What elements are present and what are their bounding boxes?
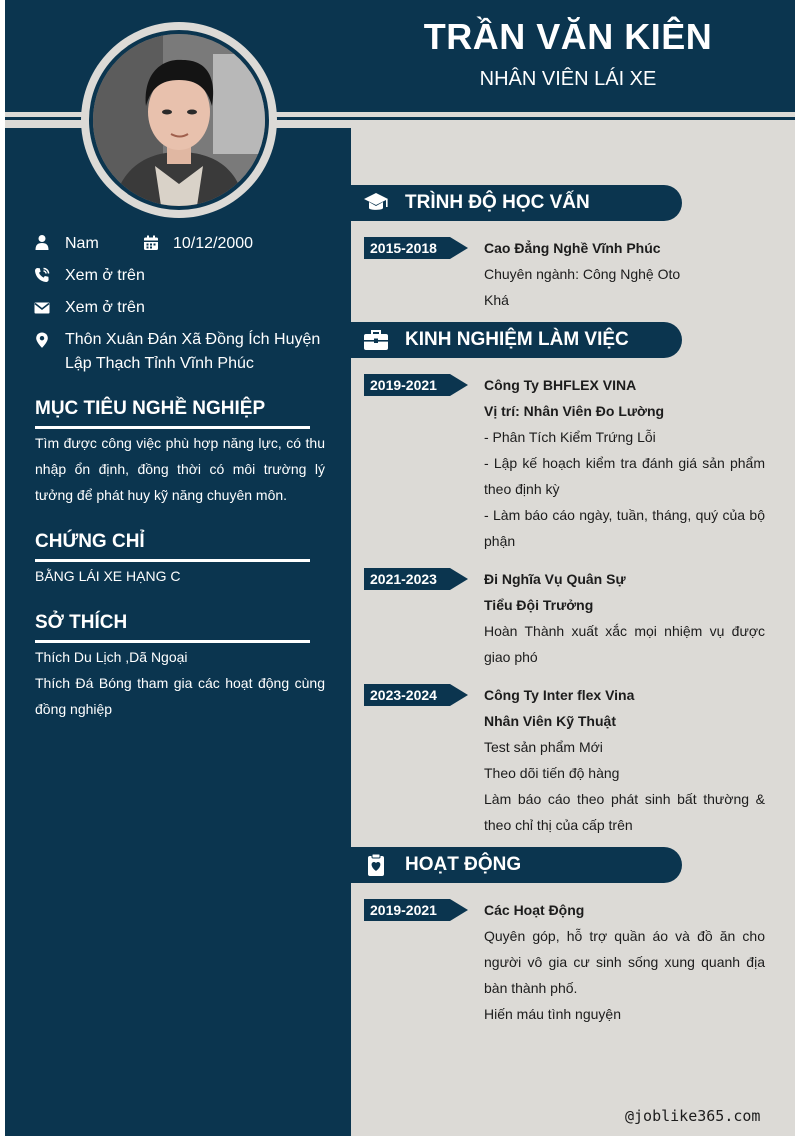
candidate-role: NHÂN VIÊN LÁI XE bbox=[479, 68, 657, 90]
heart-badge-icon bbox=[363, 853, 389, 877]
experience-entry bbox=[484, 566, 765, 670]
email-row bbox=[65, 296, 145, 320]
experience-period-badge bbox=[364, 374, 468, 396]
activities-section-header bbox=[351, 847, 682, 883]
education-entry bbox=[484, 235, 765, 313]
experience-entry bbox=[484, 372, 765, 554]
hobby-item: Thích Du Lịch ,Dã Ngoại bbox=[35, 649, 188, 665]
hobby-item: Thích Đá Bóng tham gia các hoạt động cùng đồng nghiệp bbox=[35, 675, 325, 717]
experience-duty: Hoàn Thành xuất xắc mọi nhiệm vụ được giao phó bbox=[484, 623, 765, 665]
sidebar bbox=[5, 128, 351, 1136]
activities-line: Hiến máu tình nguyện bbox=[484, 1006, 621, 1022]
objective-text: Tìm được công việc phù hợp năng lực, có thu nhập ổn định, đồng thời có môi trường lý tưởng để phát huy kỹ năng chuyên môn. bbox=[35, 435, 325, 503]
experience-section-header bbox=[351, 322, 682, 358]
location-pin-icon bbox=[34, 332, 50, 348]
candidate-name: TRẦN VĂN KIÊN bbox=[423, 16, 713, 57]
experience-duty: Theo dõi tiến độ hàng bbox=[484, 765, 620, 781]
experience-company: Đi Nghĩa Vụ Quân Sự bbox=[484, 571, 626, 587]
activities-entry bbox=[484, 897, 765, 1027]
graduation-cap-icon bbox=[363, 191, 389, 215]
experience-period: 2021-2023 bbox=[370, 571, 437, 587]
education-period-badge bbox=[364, 237, 468, 259]
experience-duty: Test sản phẩm Mới bbox=[484, 739, 603, 755]
activities-period-badge bbox=[364, 899, 468, 921]
experience-company: Công Ty BHFLEX VINA bbox=[484, 377, 637, 393]
education-major: Chuyên ngành: Công Nghệ Oto bbox=[484, 266, 681, 282]
gender-row bbox=[65, 232, 99, 256]
education-title: TRÌNH ĐỘ HỌC VẤN bbox=[405, 192, 590, 213]
experience-title: KINH NGHIỆM LÀM VIỆC bbox=[405, 329, 629, 350]
activities-period: 2019-2021 bbox=[370, 902, 437, 918]
education-section-header bbox=[351, 185, 682, 221]
phone-value: Xem ở trên bbox=[65, 267, 145, 284]
objective-rule bbox=[35, 426, 310, 429]
address-value: Thôn Xuân Đán Xã Đồng Ích Huyện Lập Thạch Tỉnh Vĩnh Phúc bbox=[65, 331, 321, 372]
experience-period: 2023-2024 bbox=[370, 687, 437, 703]
experience-duty: - Làm báo cáo ngày, tuần, tháng, quý của bộ phận bbox=[484, 507, 765, 549]
avatar bbox=[93, 34, 265, 206]
email-value: Xem ở trên bbox=[65, 299, 145, 316]
footer-brand: @joblike365.com bbox=[625, 1107, 761, 1125]
user-icon bbox=[34, 234, 50, 250]
envelope-icon bbox=[34, 300, 50, 316]
objective-heading: MỤC TIÊU NGHỀ NGHIỆP bbox=[35, 398, 266, 419]
experience-duty: - Phân Tích Kiểm Trứng Lỗi bbox=[484, 429, 656, 445]
gender-value: Nam bbox=[65, 235, 99, 252]
experience-duty: - Lập kế hoạch kiểm tra đánh giá sản phẩm theo định kỳ bbox=[484, 455, 765, 497]
experience-position: Nhân Viên Kỹ Thuật bbox=[484, 713, 616, 729]
phone-icon bbox=[34, 267, 50, 283]
certificates-rule bbox=[35, 559, 310, 562]
calendar-icon bbox=[143, 235, 159, 251]
hobbies-list bbox=[35, 644, 325, 722]
experience-position: Vị trí: Nhân Viên Đo Lường bbox=[484, 403, 665, 419]
cv-page bbox=[5, 0, 795, 1136]
activities-title: HOẠT ĐỘNG bbox=[405, 854, 522, 875]
experience-position: Tiểu Đội Trưởng bbox=[484, 597, 594, 613]
phone-row bbox=[65, 264, 145, 288]
birthdate-row bbox=[173, 232, 253, 256]
briefcase-icon bbox=[363, 328, 389, 352]
experience-period-badge bbox=[364, 684, 468, 706]
certificate-item: BẰNG LÁI XE HẠNG C bbox=[35, 568, 181, 584]
education-school: Cao Đẳng Nghề Vĩnh Phúc bbox=[484, 240, 661, 256]
experience-period: 2019-2021 bbox=[370, 377, 437, 393]
education-period: 2015-2018 bbox=[370, 240, 437, 256]
address-row bbox=[65, 328, 335, 376]
experience-company: Công Ty Inter flex Vina bbox=[484, 687, 635, 703]
activities-line: Quyên góp, hỗ trợ quần áo và đồ ăn cho người vô gia cư sinh sống xung quanh địa bàn thành phố. bbox=[484, 928, 765, 996]
experience-period-badge bbox=[364, 568, 468, 590]
experience-duty: Làm báo cáo theo phát sinh bất thường & theo chỉ thị của cấp trên bbox=[484, 791, 765, 833]
birthdate-value: 10/12/2000 bbox=[173, 235, 254, 252]
experience-entry bbox=[484, 682, 765, 838]
avatar-photo bbox=[93, 34, 265, 206]
hobbies-rule bbox=[35, 640, 310, 643]
education-grade: Khá bbox=[484, 292, 509, 308]
certificates-heading: CHỨNG CHỈ bbox=[35, 531, 145, 552]
hobbies-heading: SỞ THÍCH bbox=[35, 612, 128, 633]
activities-name: Các Hoạt Động bbox=[484, 902, 585, 918]
